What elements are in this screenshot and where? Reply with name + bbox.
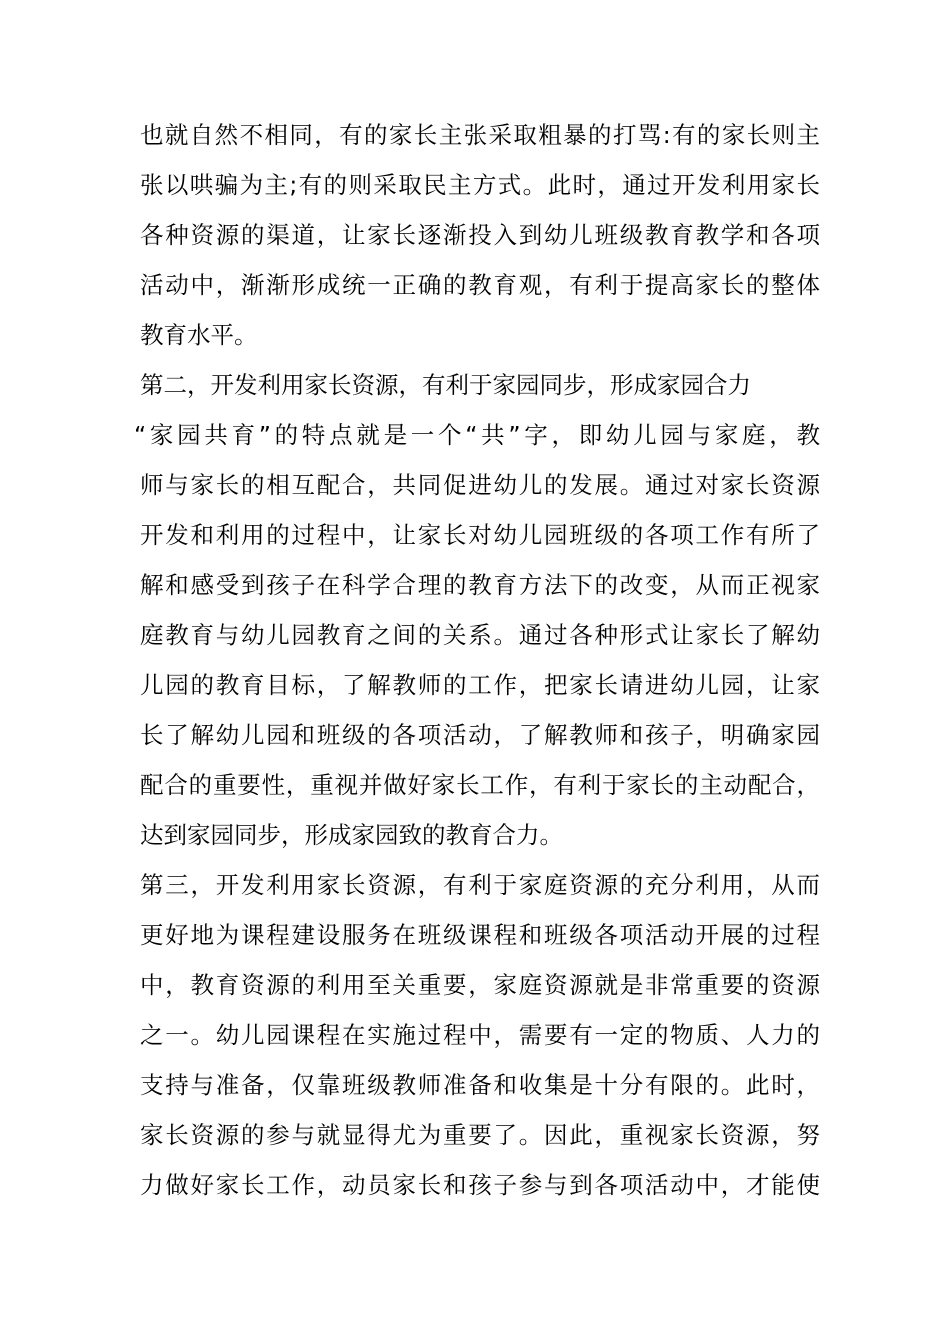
text-line: “家园共育”的特点就是一个“共”字，即幼儿园与家庭，教 [134, 421, 820, 449]
text-line: 开发和利用的过程中，让家长对幼儿园班级的各项工作有所了 [140, 521, 820, 549]
text-line: 教育水平。 [140, 321, 258, 349]
text-line: 中，教育资源的利用至关重要，家庭资源就是非常重要的资源 [140, 971, 820, 999]
text-line: 各种资源的渠道，让家长逐渐投入到幼儿班级教育教学和各项 [140, 221, 820, 249]
text-line: 家长资源的参与就显得尤为重要了。因此，重视家长资源，努 [140, 1121, 820, 1149]
text-line: 也就自然不相同，有的家长主张采取粗暴的打骂:有的家长则主 [140, 121, 820, 149]
text-line: 配合的重要性，重视并做好家长工作，有利于家长的主动配合， [140, 771, 820, 799]
text-line: 儿园的教育目标，了解教师的工作，把家长请进幼儿园，让家 [140, 671, 820, 699]
body-text [134, 110, 820, 1210]
text-line: 长了解幼儿园和班级的各项活动，了解教师和孩子，明确家园 [140, 721, 820, 749]
text-line: 支持与准备，仅靠班级教师准备和收集是十分有限的。此时， [140, 1071, 820, 1099]
section-heading: 第二，开发利用家长资源，有利于家园同步，形成家园合力 [140, 371, 751, 399]
text-line: 达到家园同步，形成家园致的教育合力。 [140, 821, 563, 849]
section-heading: 第三，开发利用家长资源，有利于家庭资源的充分利用，从而 [140, 871, 820, 899]
text-line: 师与家长的相互配合，共同促进幼儿的发展。通过对家长资源 [140, 471, 820, 499]
text-line: 更好地为课程建设服务在班级课程和班级各项活动开展的过程 [140, 921, 820, 949]
text-line: 解和感受到孩子在科学合理的教育方法下的改变，从而正视家 [140, 571, 820, 599]
text-line: 活动中，渐渐形成统一正确的教育观，有利于提高家长的整体 [140, 271, 820, 299]
text-line: 张以哄骗为主;有的则采取民主方式。此时，通过开发利用家长 [140, 171, 820, 199]
text-line: 力做好家长工作，动员家长和孩子参与到各项活动中，才能使 [140, 1171, 820, 1199]
text-line: 庭教育与幼儿园教育之间的关系。通过各种形式让家长了解幼 [140, 621, 820, 649]
text-line: 之一。幼儿园课程在实施过程中，需要有一定的物质、人力的 [140, 1021, 820, 1049]
